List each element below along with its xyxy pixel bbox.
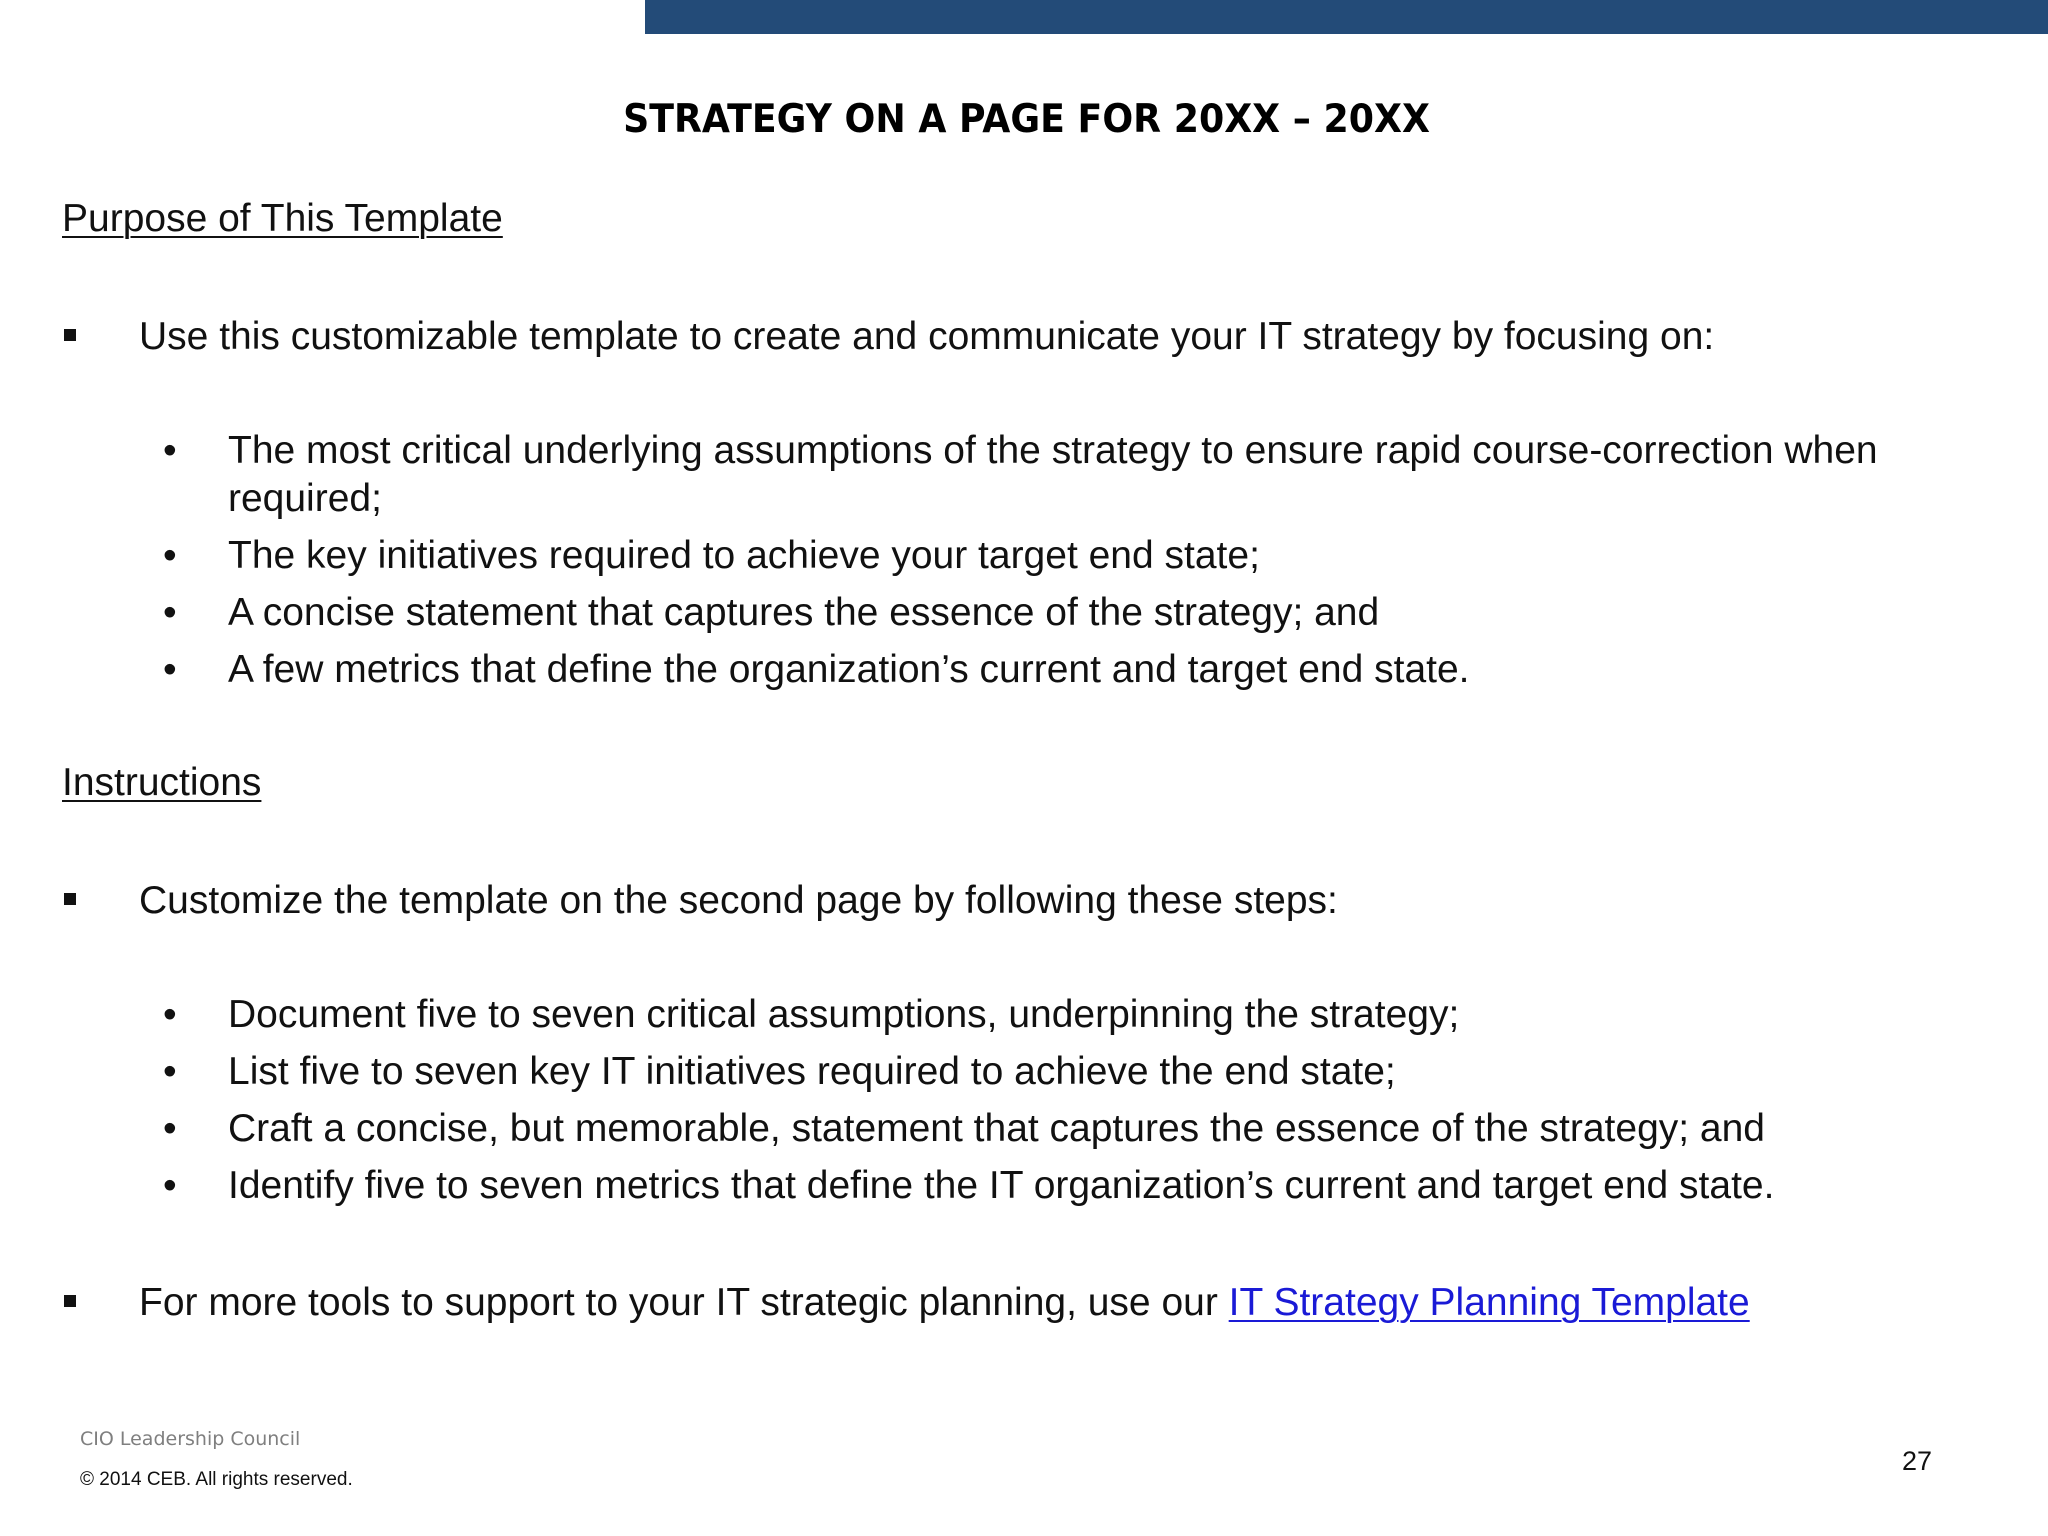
bullet-dot-icon: • [163,648,177,691]
page-number: 27 [1902,1446,1933,1476]
it-strategy-planning-template-link[interactable]: IT Strategy Planning Template [1228,1281,1750,1324]
bullet-dot-icon: • [163,993,177,1036]
instructions-item-3: Craft a concise, but memorable, statement that captures the essence of the strategy; and [228,1107,1765,1150]
bullet-dot-icon: • [163,1107,177,1150]
purpose-item-3: A concise statement that captures the essence of the strategy; and [228,591,1380,634]
list-item [160,589,1880,637]
bullet-dot-icon: • [163,1050,177,1093]
list-item [160,1048,1880,1096]
list-item [160,991,1880,1039]
list-item [160,1162,1880,1210]
bullet-dot-icon: • [163,534,177,577]
bullet-dot-icon: • [163,1164,177,1207]
bullet-dot-icon: • [163,429,177,472]
instructions-item-1: Document five to seven critical assumptions, underpinning the strategy; [228,993,1460,1036]
list-item [160,532,1880,580]
square-bullet-icon [64,1295,76,1307]
purpose-heading: Purpose of This Template [62,197,503,240]
instructions-item-4: Identify five to seven metrics that define the IT organization’s current and target end state. [228,1164,1775,1207]
more-tools-label: For more tools to support to your IT strategic planning, use our [139,1281,1229,1324]
square-bullet-icon [64,893,76,905]
purpose-item-1: The most critical underlying assumptions of the strategy to ensure rapid course-correction when required; [228,429,1878,520]
purpose-item-4: A few metrics that define the organization’s current and target end state. [228,648,1470,691]
more-tools-text [139,1279,1750,1327]
list-item [160,427,1880,523]
purpose-item-2: The key initiatives required to achieve your target end state; [228,534,1260,577]
purpose-intro-text: Use this customizable template to create and communicate your IT strategy by focusing on: [139,315,1715,358]
top-accent-bar [645,0,2048,34]
list-item [160,646,1880,694]
footer-copyright: © 2014 CEB. All rights reserved. [80,1469,353,1490]
instructions-intro-text: Customize the template on the second page by following these steps: [139,879,1338,922]
square-bullet-icon [64,329,76,341]
instructions-heading: Instructions [62,761,262,804]
list-item [160,1105,1880,1153]
footer-organization: CIO Leadership Council [80,1428,301,1450]
slide-title: STRATEGY ON A PAGE FOR 20XX – 20XX [623,97,1430,142]
instructions-item-2: List five to seven key IT initiatives required to achieve the end state; [228,1050,1396,1093]
bullet-dot-icon: • [163,591,177,634]
